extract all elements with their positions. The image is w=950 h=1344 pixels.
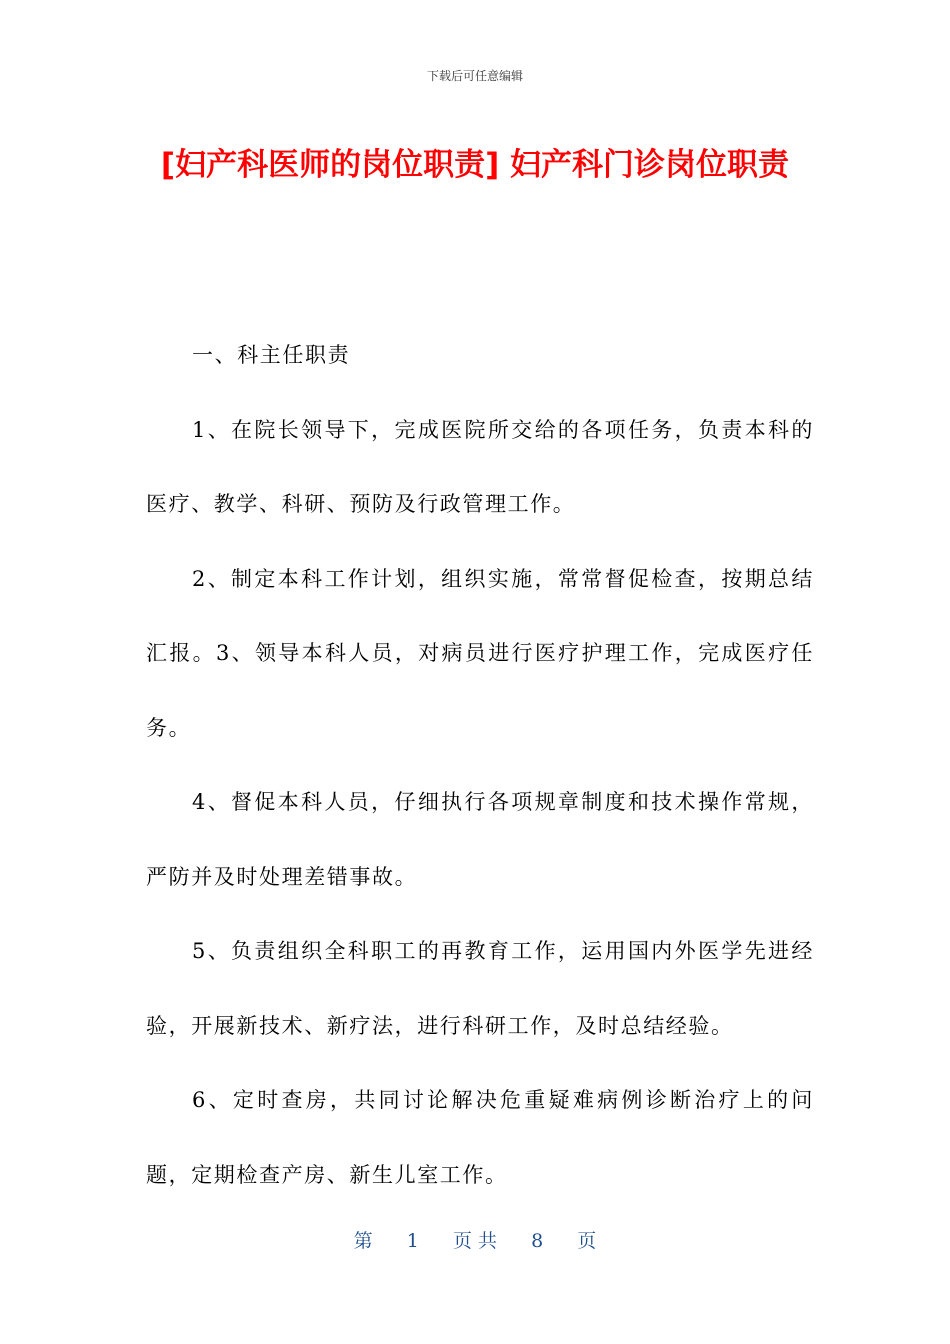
- paragraph-1: 1、在院长领导下，完成医院所交给的各项任务，负责本科的医疗、教学、科研、预防及行政管理工作。: [146, 417, 814, 516]
- footer-middle: 页 共: [452, 1230, 498, 1252]
- paragraph-6: 6、定时查房，共同讨论解决危重疑难病例诊断治疗上的问题，定期检查产房、新生儿室工作。: [146, 1088, 814, 1187]
- footer-current-page: 1: [406, 1230, 419, 1252]
- paragraph-5: 5、负责组织全科职工的再教育工作，运用国内外医学先进经验，开展新技术、新疗法，进行科研工作，及时总结经验。: [146, 939, 814, 1038]
- document-body: [146, 318, 814, 1212]
- footer-suffix: 页: [577, 1230, 597, 1252]
- page-header-note: 下载后可任意编辑: [426, 69, 523, 83]
- footer-total-pages: 8: [531, 1230, 544, 1252]
- paragraph-2: 2、制定本科工作计划，组织实施，常常督促检查，按期总结汇报。3、领导本科人员，对病员进行医疗护理工作，完成医疗任务。: [146, 566, 814, 740]
- section-heading: 一、科主任职责: [192, 343, 351, 367]
- document-title: [妇产科医师的岗位职责] 妇产科门诊岗位职责: [160, 147, 790, 183]
- footer-prefix: 第: [353, 1230, 373, 1252]
- page-footer: [0, 1226, 950, 1253]
- paragraph-4: 4、督促本科人员，仔细执行各项规章制度和技术操作常规，严防并及时处理差错事故。: [146, 790, 814, 889]
